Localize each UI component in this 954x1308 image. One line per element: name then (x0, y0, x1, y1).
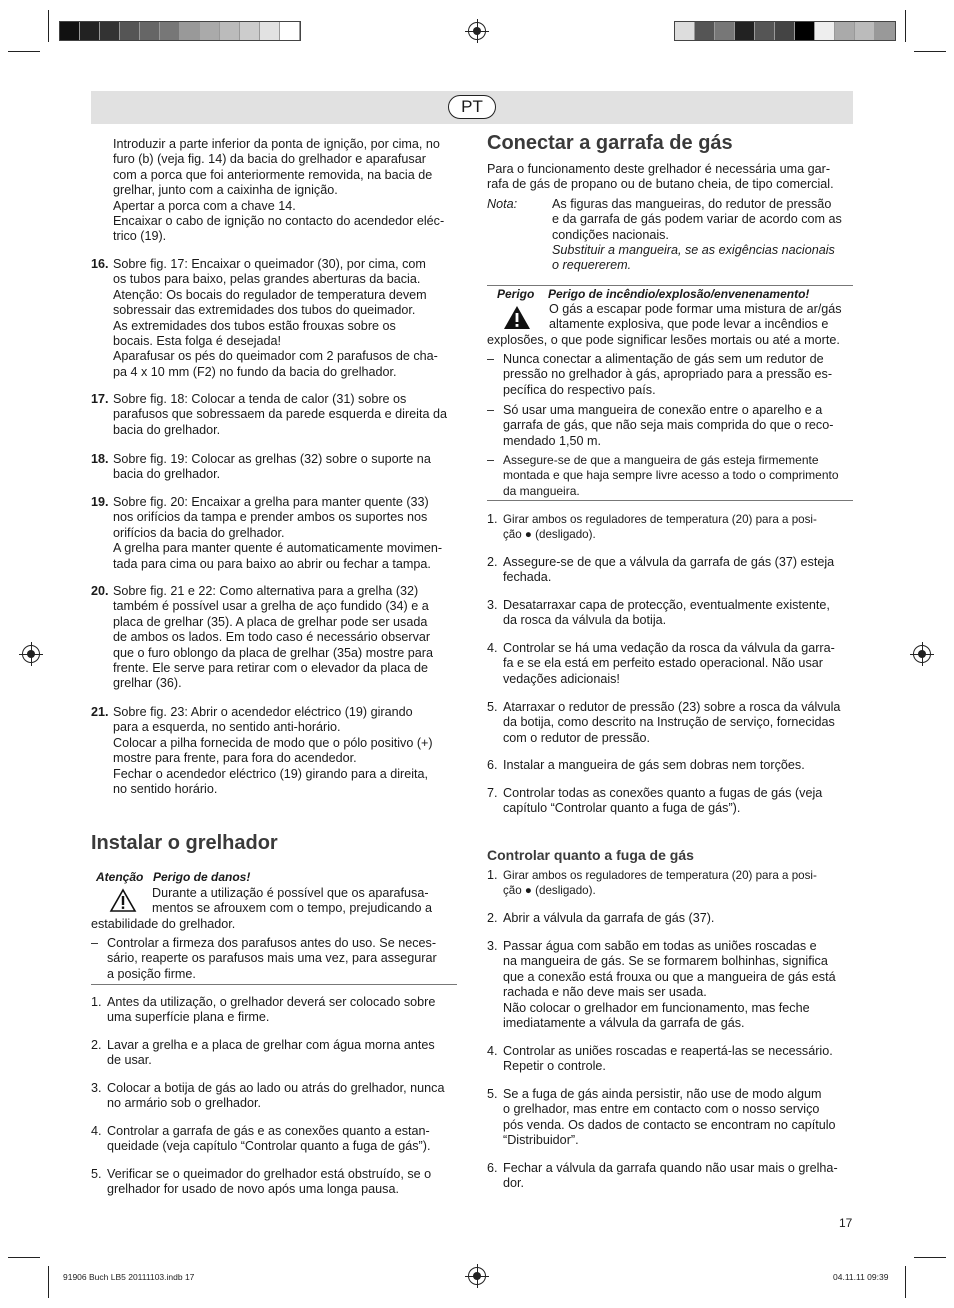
leak-step-line: dor. (503, 1176, 525, 1191)
step-line: orifícios da bacia do grelhador. (113, 525, 285, 540)
connect-step-line: ção ● (desligado). (503, 528, 596, 542)
color-bar-right (674, 21, 896, 41)
leak-step-line: imediatamente a válvula da garrafa de gás. (503, 1016, 745, 1030)
bullet-dash: – (487, 403, 495, 417)
leak-step-line: Controlar as uniões roscadas e reapertá-las se necessário. (503, 1044, 833, 1058)
section-title-connect: Conectar a garrafa de gás (487, 132, 733, 154)
leak-step-line: Girar ambos os reguladores de temperatura (20) para a posi- (503, 869, 817, 882)
intro-line: grelhar, junto com a caixinha de ignição. (113, 183, 338, 198)
warning-title: Perigo de danos! (153, 870, 251, 884)
bullet-line: da mangueira. (503, 483, 580, 498)
intro-line: Encaixar o cabo de ignição no contacto do acendedor eléc- (113, 214, 445, 228)
install-step-line: queidade (veja capítulo “Controlar quanto a fuga de gás”). (107, 1139, 431, 1154)
leak-step-number: 1. (487, 868, 498, 882)
step-line: Aparafusar os pés do queimador com 2 parafusos de cha- (113, 349, 438, 364)
leak-step-line: pós venda. Os dados de contacto se encontram no capítulo (503, 1117, 836, 1132)
install-step-line: Lavar a grelha e a placa de grelhar com água morna antes (107, 1038, 435, 1052)
connect-step-line: Instalar a mangueira de gás sem dobras nem torções. (503, 758, 805, 772)
connect-step-line: capítulo “Controlar quanto a fuga de gás”). (503, 801, 741, 816)
note-italic-line: Substituir a mangueira, se as exigências nacionais (552, 243, 835, 257)
warning-bullet-line: a posição firme. (107, 966, 196, 981)
warning-line: Durante a utilização é possível que os aparafusa- (152, 886, 429, 900)
leak-step-number: 6. (487, 1161, 498, 1175)
bullet-line: pecífica do respectivo país. (503, 382, 656, 397)
install-step-number: 4. (91, 1124, 102, 1138)
step-number: 21. (91, 705, 109, 719)
install-step-line: Verificar se o queimador do grelhador está obstruído, se o (107, 1167, 432, 1181)
leak-step-line: na mangueira de gás. Se se formarem bolhinhas, significa (503, 954, 828, 969)
connect-step-line: Assegure-se de que a válvula da garrafa de gás (37) esteja (503, 555, 835, 569)
warning-tail: estabilidade do grelhador. (91, 917, 236, 931)
leak-step-line: o grelhador, mas entre em contacto com o nosso serviço (503, 1102, 820, 1117)
install-step-line: Controlar a garrafa de gás e as conexões quanto a estan- (107, 1124, 430, 1138)
step-line: Sobre fig. 18: Colocar a tenda de calor (31) sobre os (113, 392, 407, 406)
connect-step-number: 3. (487, 598, 498, 612)
step-line: Sobre fig. 23: Abrir o acendedor eléctrico (19) girando (113, 705, 413, 719)
install-step-number: 3. (91, 1081, 102, 1095)
bullet-line: pressão no grelhador à gás, apropriado para a pressão es- (503, 367, 833, 382)
step-line: frente. Ele serve para retirar com o elevador da placa de (113, 661, 429, 675)
intro-line: rafa de gás de propano ou de butano cheia, de tipo comercial. (487, 177, 834, 192)
footer-file: 91906 Buch LB5 20111103.indb 17 (63, 1272, 195, 1282)
leak-step-number: 2. (487, 911, 498, 925)
registration-mark-right (913, 645, 931, 663)
leak-step-number: 4. (487, 1044, 498, 1058)
divider (487, 500, 853, 501)
install-step-line: Antes da utilização, o grelhador deverá ser colocado sobre (107, 995, 436, 1009)
step-line: Fechar o acendedor eléctrico (19) girando para a direita, (113, 766, 429, 781)
connect-step-line: da rosca da válvula da botija. (503, 613, 667, 628)
connect-step-line: com o redutor de pressão. (503, 730, 651, 745)
step-line: Sobre fig. 19: Colocar as grelhas (32) sobre o suporte na (113, 452, 431, 466)
step-line: Sobre fig. 21 e 22: Como alternativa para a grelha (32) (113, 584, 419, 598)
leak-step-line: rachada e não deve mais ser usada. (503, 985, 707, 1000)
connect-step-line: Girar ambos os reguladores de temperatura (20) para a posi- (503, 513, 817, 526)
intro-line: com a porca que foi anteriormente removida, na bacia de (113, 167, 433, 182)
language-badge: PT (448, 95, 496, 119)
bullet-dash: – (487, 453, 495, 467)
connect-step-line: fa e se ela está em perfeito estado operacional. Não usar (503, 656, 823, 671)
danger-tail: explosões, o que pode significar lesões mortais ou até a morte. (487, 333, 840, 347)
step-line: bacia do grelhador. (113, 422, 221, 437)
section-title-leak: Controlar quanto a fuga de gás (487, 847, 694, 863)
step-number: 20. (91, 584, 109, 598)
install-step-line: uma superfície plana e firme. (107, 1010, 270, 1025)
step-line: parafusos que sobressaem da parede esquerda e direita da (113, 407, 447, 422)
connect-step-line: Atarraxar o redutor de pressão (23) sobre a rosca da válvula (503, 700, 841, 714)
warning-triangle-icon (109, 888, 137, 913)
step-line: que o furo oblongo da placa de grelhar (35a) mostre para (113, 645, 433, 660)
danger-line: altamente explosiva, que pode levar a incêndios e (549, 317, 829, 331)
warning-line: mentos se afrouxem com o tempo, prejudicando a (152, 901, 433, 916)
step-number: 17. (91, 392, 109, 406)
step-line: para a esquerda, no sentido anti-horário. (113, 720, 341, 735)
bullet-line: Só usar uma mangueira de conexão entre o aparelho e a (503, 403, 823, 417)
leak-step-number: 5. (487, 1087, 498, 1101)
step-number: 18. (91, 452, 109, 466)
bullet-line: mendado 1,50 m. (503, 433, 602, 448)
note-italic-line: o requererem. (552, 258, 632, 273)
connect-step-line: vedações adicionais! (503, 671, 620, 686)
leak-step-line: Se a fuga de gás ainda persistir, não use de modo algum (503, 1087, 822, 1101)
warning-bullet-line: Controlar a firmeza dos parafusos antes do uso. Se neces- (107, 936, 437, 950)
leak-step-line: Fechar a válvula da garrafa quando não usar mais o grelha- (503, 1161, 838, 1175)
bullet-line: Assegure-se de que a mangueira de gás esteja firmemente (503, 453, 819, 467)
danger-line: O gás a escapar pode formar uma mistura de ar/gás (549, 302, 842, 316)
registration-mark-bottom (468, 1267, 486, 1285)
connect-step-line: Desatarraxar capa de protecção, eventualmente existente, (503, 598, 830, 612)
step-line: As extremidades dos tubos estão frouxas sobre os (113, 318, 396, 333)
leak-step-line: Repetir o controle. (503, 1059, 606, 1074)
step-line: mostre para frente, para fora do acendedor. (113, 751, 357, 766)
connect-step-line: fechada. (503, 570, 552, 585)
step-number: 19. (91, 495, 109, 509)
leak-step-line: ção ● (desligado). (503, 884, 596, 898)
intro-line: Introduzir a parte inferior da ponta de ignição, por cima, no (113, 137, 440, 151)
step-line: sobressair das extremidades dos tubos do queimador. (113, 303, 416, 318)
danger-title: Perigo de incêndio/explosão/envenenamento! (548, 287, 810, 301)
registration-mark-left (22, 645, 40, 663)
warning-triangle-icon (503, 305, 531, 330)
divider (91, 984, 457, 985)
connect-step-line: Controlar se há uma vedação da rosca da válvula da garra- (503, 641, 835, 655)
install-step-number: 2. (91, 1038, 102, 1052)
page-number: 17 (839, 1216, 853, 1230)
danger-label: Perigo (497, 287, 535, 301)
connect-step-number: 5. (487, 700, 498, 714)
connect-step-number: 4. (487, 641, 498, 655)
leak-step-line: “Distribuidor”. (503, 1133, 579, 1148)
install-step-number: 5. (91, 1167, 102, 1181)
step-line: bocais. Esta folga é desejada! (113, 334, 282, 348)
step-line: no sentido horário. (113, 782, 218, 796)
step-line: os tubos para baixo, pelas grandes aberturas da bacia. (113, 272, 421, 287)
step-line: Sobre fig. 17: Encaixar o queimador (30), por cima, com (113, 257, 426, 271)
step-line: Sobre fig. 20: Encaixar a grelha para manter quente (33) (113, 495, 429, 509)
intro-line: trico (19). (113, 229, 167, 244)
install-step-line: de usar. (107, 1053, 152, 1068)
step-line: Atenção: Os bocais do regulador de temperatura devem (113, 287, 427, 302)
step-line: de ambos os lados. Em todo caso é necessário observar (113, 630, 431, 645)
section-title-install: Instalar o grelhador (91, 832, 278, 854)
color-bar-left (59, 21, 301, 41)
step-line: grelhar (36). (113, 676, 182, 691)
connect-step-number: 1. (487, 512, 498, 526)
install-step-line: Colocar a botija de gás ao lado ou atrás do grelhador, nunca (107, 1081, 445, 1095)
intro-line: Apertar a porca com a chave 14. (113, 198, 296, 213)
install-step-number: 1. (91, 995, 102, 1009)
note-line: e da garrafa de gás podem variar de acordo com as (552, 212, 842, 227)
step-number: 16. (91, 257, 109, 271)
leak-step-number: 3. (487, 939, 498, 953)
warning-bullet-line: sário, reaperte os parafusos mais uma vez, para assegurar (107, 951, 437, 966)
bullet-dash: – (91, 936, 99, 950)
intro-line: furo (b) (veja fig. 14) da bacia do grelhador e aparafusar (113, 152, 426, 167)
connect-step-number: 2. (487, 555, 498, 569)
step-line: pa 4 x 10 mm (F2) no fundo da bacia do grelhador. (113, 364, 397, 379)
leak-step-line: Abrir a válvula da garrafa de gás (37). (503, 911, 715, 925)
note-label: Nota: (487, 197, 518, 211)
registration-mark-top (468, 22, 486, 40)
step-line: Colocar a pilha fornecida de modo que o pólo positivo (+) (113, 735, 433, 750)
warning-label: Atenção (96, 870, 144, 884)
leak-step-line: que a conexão está frouxa ou que a mangueira de gás está (503, 969, 836, 984)
bullet-line: garrafa de gás, que não seja mais comprida do que o reco- (503, 418, 834, 433)
footer-date: 04.11.11 09:39 (833, 1272, 889, 1282)
leak-step-line: Passar água com sabão em todas as uniões roscadas e (503, 939, 817, 953)
connect-step-line: da botija, como descrito na Instrução de serviço, fornecidas (503, 715, 835, 730)
divider (487, 285, 853, 286)
step-line: tada para cima ou para baixo ao abrir ou fechar a tampa. (113, 556, 431, 571)
leak-step-line: Não colocar o grelhador em funcionamento, mas feche (503, 1000, 810, 1015)
bullet-line: Nunca conectar a alimentação de gás sem um redutor de (503, 352, 824, 366)
install-step-line: grelhador for usado de novo após uma longa pausa. (107, 1182, 399, 1197)
connect-step-number: 6. (487, 758, 498, 772)
step-line: placa de grelhar (35). A placa de grelhar pode ser usada (113, 614, 428, 629)
connect-step-line: Controlar todas as conexões quanto a fugas de gás (veja (503, 786, 823, 800)
note-line: As figuras das mangueiras, do redutor de pressão (552, 197, 832, 211)
intro-line: Para o funcionamento deste grelhador é necessária uma gar- (487, 162, 831, 176)
step-line: bacia do grelhador. (113, 467, 221, 482)
note-line: condições nacionais. (552, 227, 669, 242)
step-line: nos orifícios da tampa e prender ambos os suportes nos (113, 510, 428, 525)
step-line: A grelha para manter quente é automaticamente movimen- (113, 541, 443, 556)
connect-step-number: 7. (487, 786, 498, 800)
install-step-line: no armário sob o grelhador. (107, 1096, 262, 1111)
bullet-dash: – (487, 352, 495, 366)
bullet-line: montada e que haja sempre livre acesso a todo o comprimento (503, 468, 839, 483)
step-line: também é possível usar a grelha de aço fundido (34) e a (113, 599, 429, 614)
